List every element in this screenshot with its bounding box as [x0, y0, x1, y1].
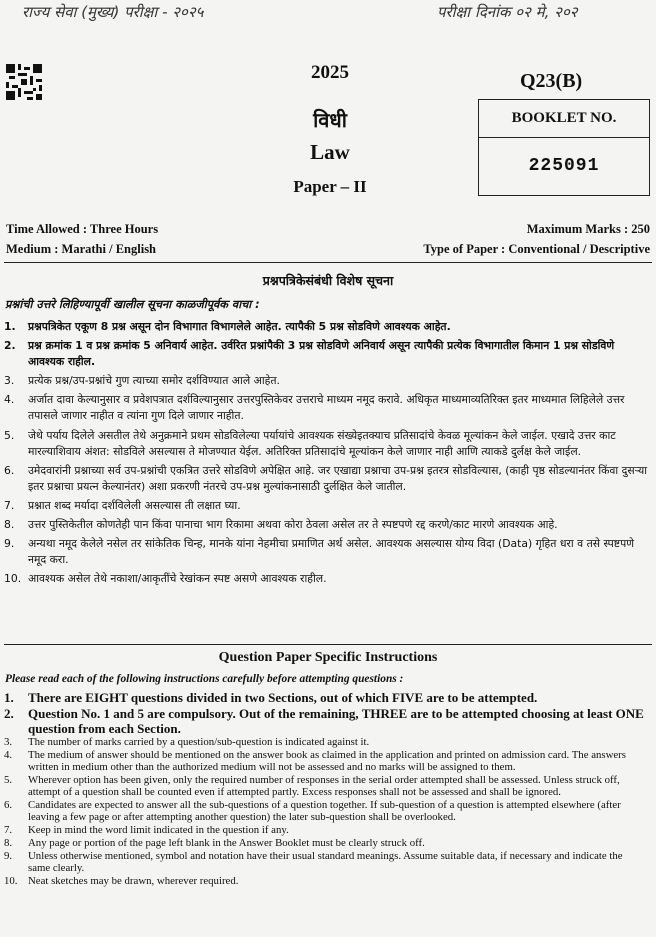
list-item: 3. The number of marks carried by a question/sub-question is indicated against it. [4, 736, 370, 749]
medium: Medium : Marathi / English [6, 242, 157, 256]
marathi-instructions-list [4, 319, 650, 590]
booklet-label: BOOKLET NO. [479, 100, 649, 138]
list-item: 4. The medium of answer should be mentioned on the answer book as claimed in the application and printed on admission card. The answers written in medium other than the authorized medium will not be assessed and no marks will be assigned to them. [4, 748, 626, 774]
list-item: 10. Neat sketches may be drawn, wherever required. [4, 874, 239, 887]
handwritten-exam-date: परीक्षा दिनांक ०२ मे, २०२ [437, 3, 578, 21]
list-item: 1. प्रश्नपत्रिकेत एकूण 8 प्रश्न असून दोन विभागात विभागलेले आहेत. त्यापैकी 5 प्रश्न सोडविणे आवश्यक आहेत. [4, 320, 451, 333]
list-item: 7. प्रश्नात शब्द मर्यादा दर्शविलेली असल्यास ती लक्षात घ्या. [4, 498, 241, 512]
booklet-box [478, 99, 650, 196]
list-item: 7. Keep in mind the word limit indicated in the question if any. [4, 823, 289, 836]
divider [4, 644, 652, 645]
booklet-number: 225091 [528, 156, 600, 176]
list-item: 8. उत्तर पुस्तिकेतील कोणतेही पान किंवा पानाचा भाग रिकामा अथवा कोरा ठेवला असेल तर ते स्पष्टपणे रद्द करणे/काट मारणे आवश्यक आहे. [4, 518, 558, 532]
paper-number: Paper – II [293, 177, 367, 196]
list-item: 9. अन्यथा नमूद केलेले नसेल तर सांकेतिक चिन्ह, मानके यांना नेहमीचा प्रमाणित अर्थ असेल. आवश्यक असल्यास योग्य विदा (Data) गृहित धरा व तसे स्पष्टपणे नमूद करा. [4, 537, 635, 567]
marathi-instructions-title: प्रश्नपत्रिकेसंबंधी विशेष सूचना [262, 273, 394, 288]
time-allowed: Time Allowed : Three Hours [6, 222, 159, 236]
marathi-instructions-intro: प्रश्नांची उत्तरे लिहिण्यापूर्वी खालील सूचना काळजीपूर्वक वाचा : [5, 298, 260, 311]
english-instructions-title: Question Paper Specific Instructions [218, 650, 438, 665]
english-instructions-intro: Please read each of the following instructions carefully before attempting questions : [5, 673, 404, 685]
paper-code: Q23(B) [520, 70, 583, 92]
list-item: 5. जेथे पर्याय दिलेले असतील तेथे अनुक्रमाने प्रथम सोडविलेल्या पर्यायांचे आवश्यक संख्येइतक्याच प्रतिसादांचे केवळ मूल्यांकन केले जाईल. एखादे उत्तर काट मारल्याशिवाय अंशत: सोडविले असल्यास ते मोजण्यात येईल. अतिरिक्त प्रतिसादांचे मूल्यांकन केले जाणार नाही आणि त्याकडे दुर्लक्ष केले जाईल. [4, 428, 616, 458]
subject-english: Law [310, 140, 350, 164]
list-item: 3. प्रत्येक प्रश्न/उप-प्रश्नांचे गुण त्याच्या समोर दर्शविण्यात आले आहेत. [4, 374, 280, 388]
exam-year: 2025 [311, 62, 349, 83]
paper-type: Type of Paper : Conventional / Descriptive [423, 242, 650, 256]
list-item: 2. प्रश्न क्रमांक 1 व प्रश्न क्रमांक 5 अनिवार्य आहेत. उर्वरित प्रश्नांपैकी 3 प्रश्न सोडविणे अनिवार्य असून त्यापैकी प्रत्येक विभागातील किमान 1 प्रश्न सोडविणे आवश्यक राहील. [4, 339, 615, 369]
subject-marathi: विधी [313, 108, 347, 132]
list-item: 8. Any page or portion of the page left blank in the Answer Booklet must be clearly struck off. [4, 836, 425, 849]
list-item: 5. Wherever option has been given, only the required number of responses in the serial order attempted shall be assessed. Unless struck off, attempt of a question shall be counted even if attempted partly. Excess responses shall not be assessed and shall be ignored. [4, 773, 620, 799]
handwritten-exam-name: राज्य सेवा (मुख्य) परीक्षा - २०२५ [22, 3, 204, 21]
list-item: 6. Candidates are expected to answer all the sub-questions of a question together. If sub-question of a question is attempted elsewhere (after leaving a few page or after attempting another question) the later sub-question shall be overlooked. [4, 798, 621, 824]
list-item: 2. Question No. 1 and 5 are compulsory. Out of the remaining, THREE are to be attempted choosing at least ONE question from each Section. [4, 705, 644, 736]
list-item: 4. अर्जात दावा केल्यानुसार व प्रवेशपत्रात दर्शविल्यानुसार उत्तरपुस्तिकेवर उत्तराचे माध्यम नमूद करावे. अधिकृत माध्यमाव्यतिरिक्त इतर माध्यमात लिहिलेले उत्तर तपासले जाणार नाहीत व त्यांना गुण दिले जाणार नाहीत. [4, 393, 625, 423]
list-item: 6. उमेदवारांनी प्रश्नाच्या सर्व उप-प्रश्नांची एकत्रित उत्तरे सोडविणे अपेक्षित आहे. जर एखाद्या प्रश्नाचा उप-प्रश्न इतरत्र सोडविल्यास, (काही पृष्ठ सोडल्यानंतर किंवा दुसऱ्या इतर प्रश्नाचा प्रयत्न केल्यानंतर) अशा प्रकरणी नंतरचे उप-प्रश्न मुल्यांकनासाठी दुर्लक्षित केले जातील. [4, 463, 648, 493]
qr-code-icon [6, 64, 42, 100]
list-item: 9. Unless otherwise mentioned, symbol and notation have their usual standard meanings. Assume suitable data, if necessary and indicate the same clearly. [4, 849, 623, 874]
english-instructions-list [4, 690, 646, 887]
list-item: 10. आवश्यक असेल तेथे नकाशा/आकृतींचे रेखांकन स्पष्ट असणे आवश्यक राहील. [4, 572, 327, 586]
maximum-marks: Maximum Marks : 250 [526, 222, 650, 236]
divider [4, 262, 652, 263]
list-item: 1. There are EIGHT questions divided in two Sections, out of which FIVE are to be attempted. [4, 690, 538, 705]
handwritten-note [22, 2, 656, 22]
